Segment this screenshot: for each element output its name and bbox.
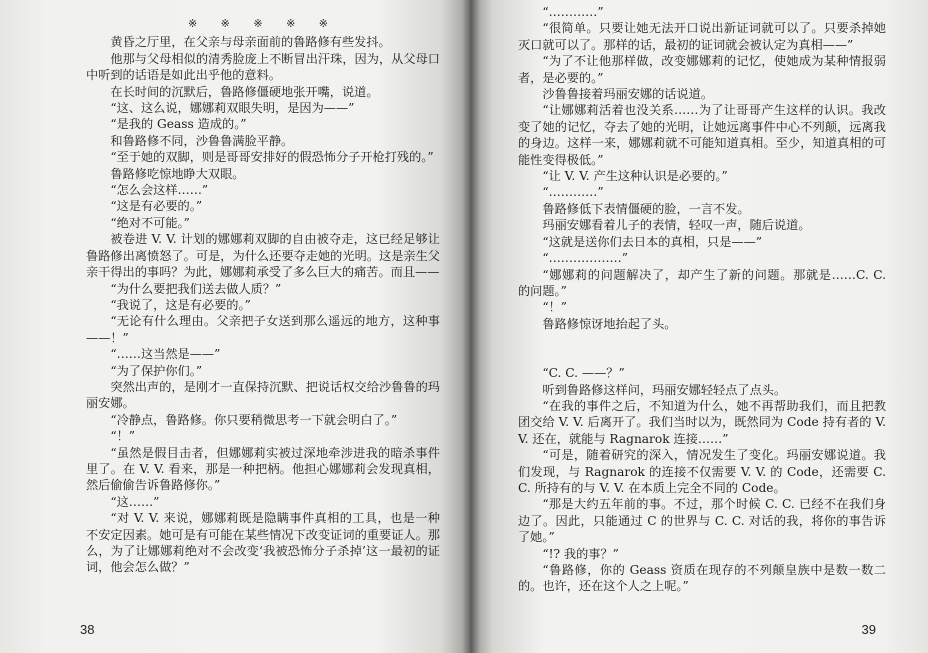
paragraph: “……这当然是——” [110, 347, 221, 362]
paragraph: “虽然是假目击者，但娜娜莉实被过深地牵涉进我的暗杀事件里了。在 V. V. 看来，那是一种把柄。他担心娜娜莉会发现真相，然后偷偷告诉鲁路修你。” [86, 445, 440, 493]
paragraph: “………………” [542, 251, 628, 266]
paragraph: 和鲁路修不同，沙鲁鲁满脸平静。 [110, 133, 294, 148]
page-number: 38 [80, 622, 95, 637]
paragraph: “那是大约五年前的事。不过，那个时候 C. C. 已经不在我们身边了。因此，只能通过 C 的世界与 C. C. 对话的我，将你的事告诉了她。” [518, 497, 886, 545]
section-separator: ※ ※ ※ ※ ※ [187, 17, 339, 30]
paragraph: “这、这么说，娜娜莉双眼失明，是因为——” [110, 101, 355, 116]
paragraph: “C. C. ——？” [542, 366, 625, 381]
paragraph: “在我的事件之后，不知道为什么，她不再帮助我们，而且把教团交给 V. V. 后离开了。我们当时以为，既然同为 Code 持有者的 V. V. 还在，就能与 Ragnarok 连接……” [518, 398, 886, 446]
paragraph: “很简单。只要让她无法开口说出新证词就可以了。只要杀掉她灭口就可以了。那样的话，最初的证词就会被认定为真相——” [518, 21, 886, 52]
paragraph: “这……” [110, 494, 160, 509]
paragraph: “为了保护你们。” [110, 363, 203, 378]
paragraph: “！” [542, 300, 568, 315]
paragraph: “…………” [542, 5, 604, 19]
paragraph: “无论有什么理由。父亲把子女送到那么遥远的地方，这种事——！” [86, 314, 440, 345]
paragraph: “冷静点，鲁路修。你只要稍微思考一下就会明白了。” [110, 412, 398, 427]
paragraph: 鲁路修吃惊地睁大双眼。 [110, 166, 245, 181]
paragraph: 沙鲁鲁接着玛丽安娜的话说道。 [542, 87, 714, 102]
paragraph: “娜娜莉的问题解决了，却产生了新的问题。那就是……C. C. 的问题。” [518, 267, 886, 298]
paragraph: “是我的 Geass 造成的。” [110, 117, 247, 132]
paragraph: “怎么会这样……” [110, 183, 209, 198]
paragraph: “!? 我的事？” [542, 546, 619, 561]
page-number: 39 [861, 622, 876, 637]
paragraph: “至于她的双脚，则是哥哥安排好的假恐怖分子开枪打残的。” [110, 150, 434, 165]
paragraph: 玛丽安娜看着儿子的表情，轻叹一声，随后说道。 [542, 218, 811, 233]
paragraph: 在长时间的沉默后，鲁路修僵硬地张开嘴，说道。 [110, 84, 379, 99]
right-page [470, 0, 928, 653]
paragraph: “绝对不可能。” [110, 215, 190, 230]
book-gutter [462, 0, 480, 653]
paragraph: “！” [110, 429, 136, 444]
paragraph: “这就是送你们去日本的真相，只是——” [542, 234, 763, 249]
paragraph: “让娜娜莉活着也没关系……为了让哥哥产生这样的认识。我改变了她的记忆，夺去了她的光明，让她远离事件中心不列颠，远离我的身边。这样一来，娜娜莉就不可能知道真相。至少，知道真相的可能性变得极低。” [518, 103, 886, 167]
paragraph: 突然出声的，是刚才一直保持沉默、把说话权交给沙鲁鲁的玛丽安娜。 [86, 379, 440, 411]
paragraph: 被卷进 V. V. 计划的娜娜莉双脚的自由被夺走，这已经足够让鲁路修出离愤怒了。可是，为什么还要夺走她的光明。这是亲生父亲干得出的事吗？为此，娜娜莉承受了多么巨大的痛苦。而且—— [86, 232, 440, 280]
paragraph: “我说了，这是有必要的。” [110, 297, 251, 312]
paragraph: “为了不让他那样做，改变娜娜莉的记忆，使她成为某种情报弱者，是必要的。” [518, 54, 886, 85]
right-page-text [518, 4, 886, 595]
paragraph: 他那与父母相似的清秀脸庞上不断冒出汗珠，因为，从父母口中听到的话语是如此出乎他的意料。 [86, 51, 440, 83]
paragraph: “让 V. V. 产生这种认识是必要的。” [542, 169, 728, 184]
section-break [518, 332, 886, 365]
paragraph: “这是有必要的。” [110, 199, 203, 214]
left-page-text [86, 17, 440, 576]
paragraph: 黄昏之厅里，在父亲与母亲面前的鲁路修有些发抖。 [110, 35, 391, 50]
paragraph: “为什么要把我们送去做人质？” [110, 281, 282, 296]
paragraph: 鲁路修惊讶地抬起了头。 [542, 316, 677, 331]
paragraph: 听到鲁路修这样问，玛丽安娜轻轻点了点头。 [542, 382, 787, 397]
paragraph: “对 V. V. 来说，娜娜莉既是隐瞒事件真相的工具，也是一种不安定因素。她可是有可能在某些情况下改变证词的重要证人。那么，为了让娜娜莉绝对不会改变‘我被恐怖分子杀掉’这一最初的证词，他会怎么做？” [86, 511, 440, 575]
paragraph: “可是，随着研究的深入，情况发生了变化。玛丽安娜说道。我们发现，与 Ragnarok 的连接不仅需要 V. V. 的 Code，还需要 C. C. 所持有的与 V. V. 在本质上完全不同的 Code。 [518, 448, 886, 495]
paragraph: 鲁路修低下表情僵硬的脸，一言不发。 [542, 201, 750, 216]
paragraph: “鲁路修，你的 Geass 资质在现存的不列颠皇族中是数一数二的。也许，还在这个人之上呢。” [518, 563, 886, 594]
paragraph: “…………” [542, 185, 604, 200]
